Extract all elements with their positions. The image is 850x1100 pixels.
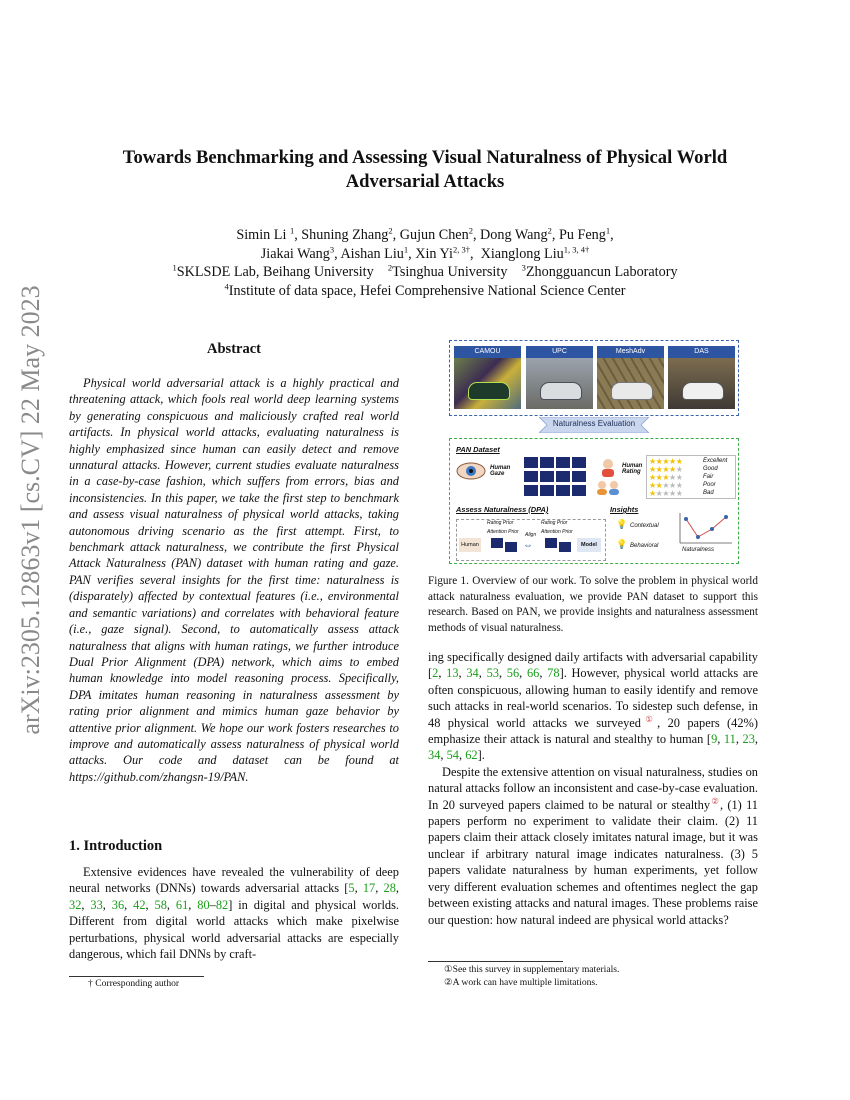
stars-bad-icon: ★★★★★ [649,489,683,498]
citation-link[interactable]: 23 [742,732,755,747]
citation-link[interactable]: 9 [711,732,718,747]
citation-link[interactable]: 36 [111,897,125,912]
rating-prior-label: Rating Prior [541,520,568,526]
rating-scale [646,455,736,499]
stars-excellent-icon: ★★★★★ [649,457,683,466]
people-icon [596,457,620,497]
citation-link[interactable]: 53 [486,666,499,681]
right-column-text [428,649,758,928]
attack-examples-panel [449,340,739,416]
eye-icon [456,461,486,481]
gaze-tile [540,471,554,482]
affiliation-line-2: $^4$Institute of data space, Hefei Comprehensive National Science Center [224,280,626,299]
rating-good: Good [703,466,718,472]
lightbulb-icon: 💡 [616,519,628,529]
paragraph-artifacts: ing specifically designed daily artifacts with adversarial capability [2, 13, 34, 53, 56, 66, 78]. However, physical world attacks are often conspicuous, allowing human to easily identify and remove such attacks in real-world scenarios. To sidestep such defense, in 48 physical world attacks we surveyed①, 20 papers (42%) emphasize their attack is natural and stealthy to human [9, 11, 23, 34, 54, 62]. [428,650,759,763]
citation-link[interactable]: 33 [90,897,103,912]
abstract-heading: Abstract [207,341,261,357]
thumbnail-meshadv: MeshAdv [597,346,664,409]
citation-link[interactable]: 34 [466,666,479,681]
naturalness-axis-label: Naturalness [682,547,715,553]
prior-tile [491,538,503,548]
gaze-tile [556,457,570,468]
gaze-tile [540,457,554,468]
insight-behavioral: Behavioral [630,543,659,549]
prior-tile [505,542,517,552]
thumbnail-upc: UPC [526,346,593,409]
citation-link[interactable]: 32 [69,897,82,912]
gaze-tile [524,457,538,468]
prior-tile [545,538,557,548]
attention-prior-label: Attention Prior [487,529,519,535]
lightbulb-icon: 💡 [616,539,628,549]
citation-link[interactable]: 2 [432,666,439,681]
human-box: Human [459,538,481,552]
citation-link[interactable]: 61 [175,897,189,912]
gaze-tile [524,485,538,496]
footnote-survey: ①See this survey in supplementary materials. [444,964,620,975]
thumbnail-das: DAS [668,346,735,409]
model-box: Model [577,538,601,552]
footnote-marker[interactable]: ② [710,795,720,806]
gaze-tile [572,457,586,468]
prior-tile [559,542,571,552]
thumbnail-camou: CAMOU [454,346,521,409]
insight-contextual: Contextual [630,523,659,529]
assess-naturalness-label: Assess Naturalness (DPA) [456,505,549,514]
citation-link[interactable]: 5 [348,881,355,896]
naturalness-trend-plot [676,511,734,547]
rating-excellent: Excellent [703,458,728,464]
citation-link[interactable]: 56 [506,666,520,681]
citation-link[interactable]: 66 [526,666,540,681]
rating-poor: Poor [703,482,716,488]
pan-dpa-panel [449,438,739,564]
introduction-heading: 1. Introduction [69,838,163,854]
rating-prior-label: Rating Prior [487,520,514,526]
author-block [70,226,780,300]
abstract-text: Physical world adversarial attack is a highly practical and threatening attack, which fools real world deep learning systems by generating conspicuous and maliciously crafted real world artifacts. In physical world attacks, evaluating naturalness is highly emphasized since human can easily detect and remove unnatural attacks. However, current studies evaluate naturalness in a case-by-case fashion, which suffers from errors, bias and inconsistencies. In this paper, we take the first step to benchmark and assess visual naturalness of physical world attacks, taking autonomous driving scenario as the first attempt. First, to benchmark attack naturalness, we contribute the first Physical Attack Naturalness (PAN) dataset with human rating and gaze. PAN verifies several insights for the first time: naturalness is (disparately) affected by contextual features (i.e., environmental and semantic variations) and correlates with behavioral feature (i.e., gaze signal). Second, to automatically assess attack naturalness that aligns with human ratings, we further introduce Dual Prior Alignment (DPA) network, which aims to embed human knowledge into model reasoning process. Specifically, DPA imitates human reasoning in naturalness assessment by rating prior alignment and mimics human gaze behavior by attentive prior alignment. We hope our work fosters researches to improve and automatically assess naturalness of physical world attacks. Our code and dataset can be found at https://github.com/zhangsn-19/PAN. [69,376,399,784]
citation-link[interactable]: 17 [362,881,376,896]
citation-link[interactable]: 58 [154,897,167,912]
gaze-tile [556,471,570,482]
pan-dataset-label: PAN Dataset [456,445,500,454]
stars-good-icon: ★★★★★ [649,465,683,474]
gaze-tile [524,471,538,482]
citation-link[interactable]: 13 [446,666,459,681]
citation-link[interactable]: 80 [197,897,210,912]
figure-overview [449,340,739,564]
citation-link[interactable]: 62 [465,748,478,763]
citation-link[interactable]: 42 [133,897,146,912]
stars-fair-icon: ★★★★★ [649,473,683,482]
affiliation-line-1: $^1$SKLSDE Lab, Beihang University $^2$Tsinghua University $^3$Zhongguancun Laboratory [172,262,678,280]
rating-bad: Bad [703,490,714,496]
gaze-tile [540,485,554,496]
introduction-paragraph: Extensive evidences have revealed the vulnerability of deep neural networks (DNNs) towards adversarial attacks [5, 17, 28, 32, 33, 36, 42, 58, 61, 80–82] in digital and physical worlds. Different from digital world attacks which make pixelwise perturbations, physical world adversarial attacks are especially dangerous, which fail DNNs by craft- [69,865,400,962]
citation-link[interactable]: 82 [215,897,229,912]
citation-link[interactable]: 34 [428,748,441,763]
dpa-diagram [456,519,606,561]
arxiv-stamp: arXiv:2305.12863v1 [cs.CV] 22 May 2023 [15,285,45,735]
gaze-tile [572,485,586,496]
gaze-tile [572,471,586,482]
citation-link[interactable]: 28 [383,881,396,896]
footnote-marker[interactable]: ① [640,713,658,724]
footnote-rule [69,976,204,977]
naturalness-evaluation-banner: Naturalness Evaluation [539,417,649,433]
human-rating-label: Human Rating [622,463,643,475]
footnote-limitations: ②A work can have multiple limitations. [444,977,598,988]
rating-fair: Fair [703,474,714,480]
align-arrow-icon: ⇔ [523,540,533,551]
author-line-1: Simin Li $^1$, Shuning Zhang$^2$, Gujun Chen$^2$, Dong Wang$^2$, Pu Feng$^1$, [236,225,614,243]
insights-label: Insights [610,505,639,514]
author-line-2: Jiakai Wang$^3$, Aishan Liu$^1$, Xin $Yi^{2, 3\dagger}$, Xianglong Liu$^{1, 3, 4\dagger}$ [260,243,590,262]
attention-prior-label: Attention Prior [541,529,573,535]
stars-poor-icon: ★★★★★ [649,481,683,490]
human-gaze-label: Human Gaze [490,465,511,477]
citation-link[interactable]: 11 [723,732,736,747]
footnote-rule [428,961,563,962]
footnote-corresponding: † Corresponding author [88,978,180,989]
gaze-tile [556,485,570,496]
figure-caption: Figure 1. Overview of our work. To solve the problem in physical world attack naturalness evaluation, we provide PAN dataset to support this research. Based on PAN, we provide insights and naturalness assessment methods of visual naturalness. [428,575,758,634]
align-label: Align [525,532,537,538]
paragraph-naturalness: Despite the extensive attention on visual naturalness, studies on natural attacks follow an inconsistent and case-by-case evaluation. In 20 surveyed papers claimed to be natural or stealthy②, (1) 11 papers perform no experiment to validate their claim. (2) 11 papers claim their attack closely imitates natural image, but it was unclear if arbitrary natural image indicates naturalness. (3) 5 papers validate naturalness by human experiments, yet follow very different evaluation schemes and oftentimes neglect the gap between existing attacks and natural images. These problems raise our question: how natural indeed are physical world attacks? [428,764,758,927]
citation-link[interactable]: 54 [446,748,459,763]
paper-title: Towards Benchmarking and Assessing Visual Naturalness of Physical World Adversarial Attacks [122,147,728,192]
citation-link[interactable]: 78 [547,666,560,681]
